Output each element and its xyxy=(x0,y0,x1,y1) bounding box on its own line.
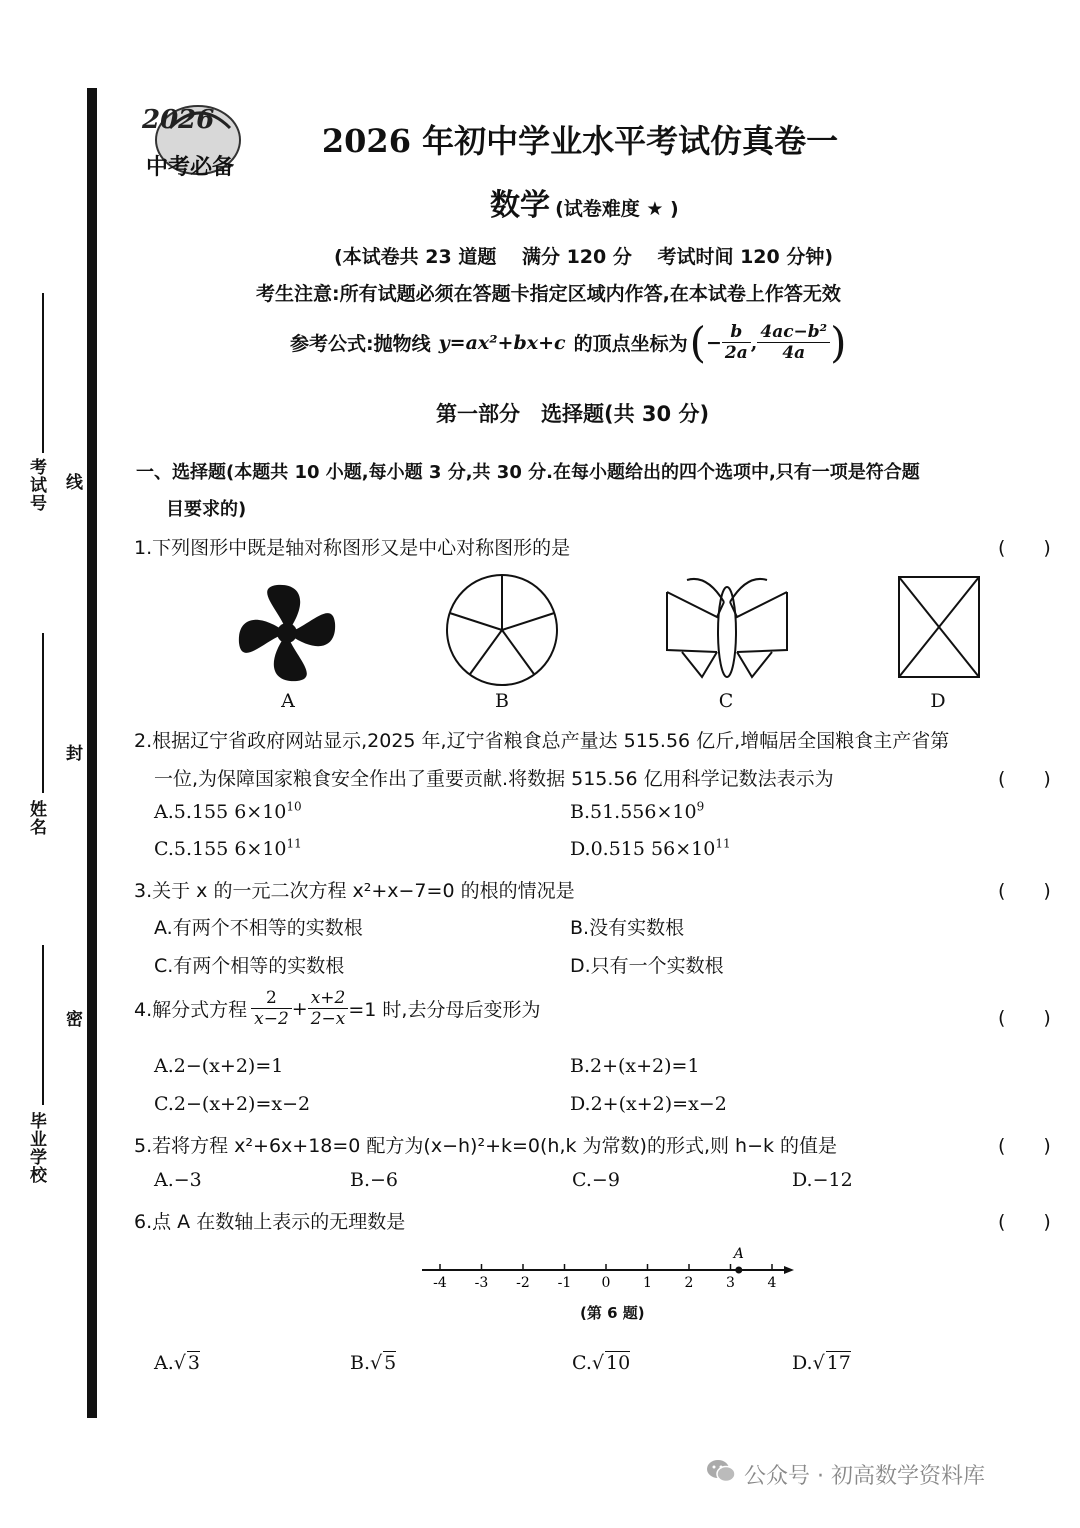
q6-option-a[interactable]: A.√ 3 xyxy=(154,1352,200,1374)
q1-stem: 1.下列图形中既是轴对称图形又是中心对称图形的是 xyxy=(134,537,571,559)
watermark: 公众号 · 初高数学资料库 xyxy=(706,1458,985,1490)
q5-answer-paren: ( ) xyxy=(998,1135,1051,1157)
binding-bar xyxy=(87,88,97,1418)
part1-instruction-line2: 目要求的) xyxy=(166,499,247,520)
q3-option-c[interactable]: C.有两个相等的实数根 xyxy=(154,955,345,977)
q5-stem: 5.若将方程 x²+6x+18=0 配方为(x−h)²+k=0(h,k 为常数)的形式,则 h−k 的值是 xyxy=(134,1135,838,1157)
number-line-tick-label: 4 xyxy=(767,1275,777,1291)
number-line-tick-label: -4 xyxy=(433,1275,447,1291)
q4-option-c[interactable]: C.2−(x+2)=x−2 xyxy=(154,1093,311,1115)
part1-instruction-line1: 一、选择题(本题共 10 小题,每小题 3 分,共 30 分.在每小题给出的四个选项中,只有一项是符合题 xyxy=(136,462,920,483)
q4-answer-paren: ( ) xyxy=(998,1007,1051,1029)
reference-formula: 参考公式:抛物线 y=ax²+bx+c 的顶点坐标为 ( − $\frac{b}{2a}$ , $\frac{\text{4ac−b²}}{4a}$ ) xyxy=(290,318,847,367)
exam-no-label: 考试号 xyxy=(26,458,46,512)
number-line-tick-label: -2 xyxy=(516,1275,530,1291)
q1-answer-paren: ( ) xyxy=(998,537,1051,559)
q4-option-a[interactable]: A.2−(x+2)=1 xyxy=(154,1055,284,1077)
number-line-tick-label: 3 xyxy=(726,1275,735,1291)
q6-option-d[interactable]: D.√ 17 xyxy=(792,1352,851,1374)
q6-stem: 6.点 A 在数轴上表示的无理数是 xyxy=(134,1211,406,1233)
number-line-tick-label: -3 xyxy=(474,1275,489,1291)
vertex-x-fraction: $\frac{b}{2a}$ xyxy=(722,322,751,364)
q5-option-b[interactable]: B.−6 xyxy=(350,1169,399,1191)
q4-stem: 4.解分式方程 $\frac{2}{x-2}$ + $\frac{x+2}{2-x}$ =1 时,去分母后变形为 xyxy=(134,988,541,1030)
difficulty-label: (试卷难度 ★ ) xyxy=(555,198,679,220)
q6-figure-caption: (第 6 题) xyxy=(580,1304,645,1322)
exam-info: (本试卷共 23 道题 满分 120 分 考试时间 120 分钟) xyxy=(334,246,834,268)
logo-text: 中考必备 xyxy=(146,155,235,180)
seal-mark-feng: 封 xyxy=(62,744,82,762)
q5-option-a[interactable]: A.−3 xyxy=(154,1169,202,1191)
formula-prefix: 参考公式:抛物线 xyxy=(290,333,431,355)
q1-figure-a xyxy=(232,578,342,692)
number-line-tick-label: 1 xyxy=(643,1275,652,1291)
point-a-label: A xyxy=(733,1246,744,1262)
name-line xyxy=(42,633,44,793)
subject-title: 数学 xyxy=(490,188,550,223)
q1-label-c: C xyxy=(718,690,734,712)
subject-line xyxy=(490,180,679,224)
q2-option-c[interactable]: C.5.155 $6\times 10^{11}$ xyxy=(154,836,302,860)
formula-equation: y=ax²+bx+c xyxy=(438,331,566,354)
q2-option-b[interactable]: $B.51.556\times 10^9$ xyxy=(570,799,705,823)
q2-option-d[interactable]: D.0.515 $56\times 10^{11}$ xyxy=(570,836,731,860)
q3-option-b[interactable]: B.没有实数根 xyxy=(570,917,685,939)
q1-figure-b xyxy=(442,570,562,694)
q6-option-b[interactable]: B.√ 5 xyxy=(350,1352,397,1374)
q6-option-c[interactable]: C.√ 10 xyxy=(572,1352,631,1374)
q3-answer-paren: ( ) xyxy=(998,880,1051,902)
seal-mark-mi: 密 xyxy=(62,1010,82,1028)
q1-label-d: D xyxy=(930,690,946,712)
point-a-marker xyxy=(735,1267,742,1274)
q3-option-a[interactable]: A.有两个不相等的实数根 xyxy=(154,917,363,939)
q2-stem-line1: 2.根据辽宁省政府网站显示,2025 年,辽宁省粮食总产量达 515.56 亿斤,增幅居全国粮食主产省第 xyxy=(134,730,950,752)
q6-number-line xyxy=(418,1240,808,1304)
q1-figure-d xyxy=(896,574,982,684)
school-line xyxy=(42,945,44,1105)
formula-mid: 的顶点坐标为 xyxy=(573,333,688,355)
wechat-icon xyxy=(706,1458,736,1490)
q5-option-c[interactable]: C.−9 xyxy=(572,1169,620,1191)
q2-option-a[interactable]: A.5.155 $6\times 10^{10}$ xyxy=(154,799,302,823)
q6-answer-paren: ( ) xyxy=(998,1211,1051,1233)
logo-year: 2026 xyxy=(142,105,215,135)
number-line-tick-label: 2 xyxy=(684,1275,694,1291)
name-label: 姓名 xyxy=(26,800,46,836)
number-line-arrow xyxy=(784,1266,794,1274)
q1-label-a: A xyxy=(281,690,295,712)
seal-mark-xian: 线 xyxy=(62,473,82,491)
number-line-tick-label: 0 xyxy=(601,1275,611,1291)
q1-figure-c xyxy=(662,572,792,691)
school-label: 毕业学校 xyxy=(26,1112,46,1184)
vertex-y-fraction: $\frac{\text{4ac−b²}}{4a}$ xyxy=(757,322,830,364)
q2-answer-paren: ( ) xyxy=(998,768,1051,790)
q5-option-d[interactable]: D.−12 xyxy=(792,1169,853,1191)
q4-option-d[interactable]: D.2+(x+2)=x−2 xyxy=(570,1093,727,1115)
exam-notice: 考生注意:所有试题必须在答题卡指定区域内作答,在本试卷上作答无效 xyxy=(256,283,841,305)
q2-stem-line2: 一位,为保障国家粮食安全作出了重要贡献.将数据 515.56 亿用科学记数法表示为 xyxy=(154,768,834,790)
page-title: 2026 年初中学业水平考试仿真卷一 xyxy=(321,122,839,160)
exam-no-line xyxy=(42,293,44,453)
q3-stem: 3.关于 x 的一元二次方程 x²+x−7=0 的根的情况是 xyxy=(134,880,575,902)
part1-heading: 第一部分 选择题(共 30 分) xyxy=(436,402,710,426)
q4-option-b[interactable]: B.2+(x+2)=1 xyxy=(570,1055,700,1077)
q4-fraction-1: $\frac{2}{x-2}$ xyxy=(251,988,292,1030)
q4-fraction-2: $\frac{x+2}{2-x}$ xyxy=(308,988,349,1030)
q1-label-b: B xyxy=(495,690,509,712)
number-line-tick-label: -1 xyxy=(557,1275,572,1291)
q3-option-d[interactable]: D.只有一个实数根 xyxy=(570,955,724,977)
